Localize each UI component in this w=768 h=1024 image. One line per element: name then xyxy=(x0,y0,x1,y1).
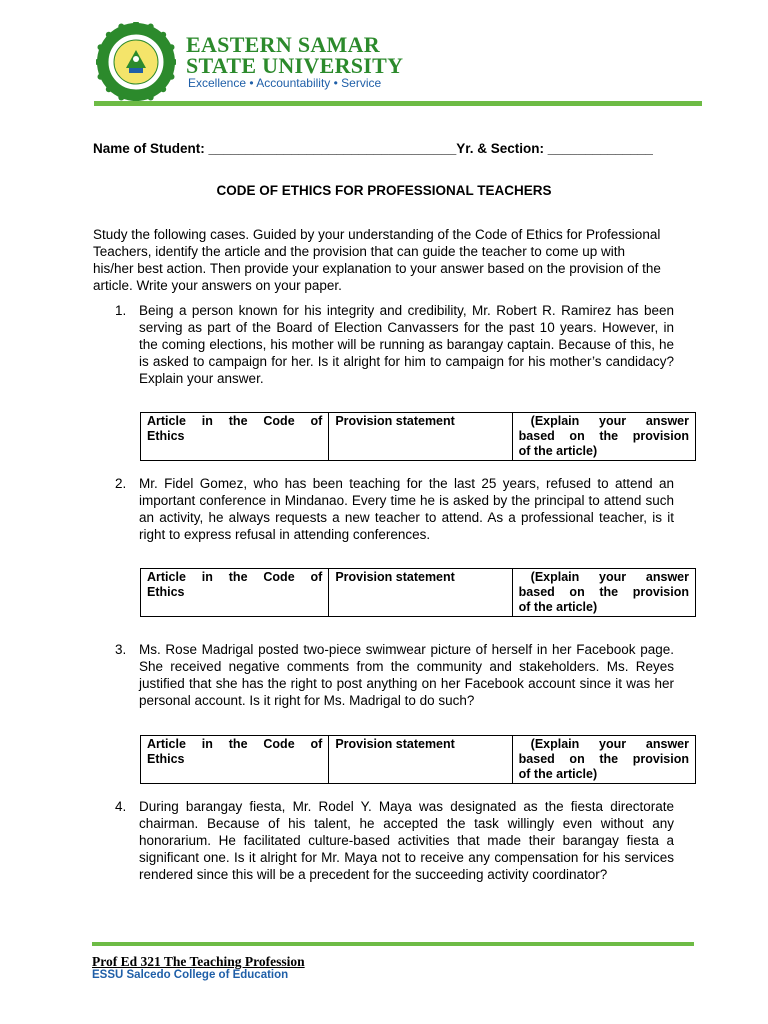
student-info-line: Name of Student: _________________________________Yr. & Section: ______________ xyxy=(93,141,653,156)
column-explanation: (Explain your answer based on the provision of the article) xyxy=(512,736,695,784)
university-name-line1: EASTERN SAMAR xyxy=(186,32,380,57)
document-title: CODE OF ETHICS FOR PROFESSIONAL TEACHERS xyxy=(216,183,552,198)
column-provision: Provision statement xyxy=(329,413,512,461)
column-explanation: (Explain your answer based on the provision of the article) xyxy=(512,413,695,461)
case-item xyxy=(93,475,674,543)
case-text: Mr. Fidel Gomez, who has been teaching for the last 25 years, refused to attend an important conference in Mindanao. Every time he is asked by the principal to attend such an activity, he always requests a new teacher to attend. As a professional teacher, is it right to express refusal in attending conferences. xyxy=(139,476,674,542)
case-number: 1. xyxy=(115,303,127,318)
case-text: Being a person known for his integrity and credibility, Mr. Robert R. Ramirez has been serving as part of the Board of Election Canvassers for the past 10 years. However, in the coming elections, his mother will be running as barangay captain. Because of this, he is asked to campaign for her. Is it alright for him to campaign for his mother’s candidacy? Explain your answer. xyxy=(139,303,674,386)
case-number: 4. xyxy=(115,799,127,814)
case-item xyxy=(93,302,674,387)
column-article: Article in the Code of Ethics xyxy=(141,569,329,617)
case-item xyxy=(93,641,674,709)
instructions-paragraph: Study the following cases. Guided by your understanding of the Code of Ethics for Professional Teachers, identify the article and the provision that can guide the teacher to come up with his/her best action. Then provide your explanation to your answer based on the provision of the article. Write your answers on your paper. xyxy=(93,227,661,293)
university-name xyxy=(186,34,403,76)
answer-table xyxy=(140,412,696,461)
footer-college-name: ESSU Salcedo College of Education xyxy=(92,969,289,981)
case-text: During barangay fiesta, Mr. Rodel Y. Maya was designated as the fiesta directorate chairman. Because of his talent, he accepted the task willingly even without any honorarium. He facilitated culture-based activities that made their barangay fiesta a significant one. Is it alright for Mr. Maya not to receive any compensation for his services rendered since this will be a precedent for the succeeding activity coordinator? xyxy=(139,799,674,882)
answer-table xyxy=(140,735,696,784)
university-seal-icon xyxy=(96,22,176,102)
column-provision: Provision statement xyxy=(329,736,512,784)
university-name-line2: STATE UNIVERSITY xyxy=(186,53,404,78)
footer-divider xyxy=(92,942,694,946)
case-text: Ms. Rose Madrigal posted two-piece swimwear picture of herself in her Facebook page. She received negative comments from the community and stakeholders. Ms. Reyes justified that she has the right to post anything on her Facebook account since it was her personal account. Is it right for Ms. Madrigal to do such? xyxy=(139,642,674,708)
case-number: 2. xyxy=(115,476,127,491)
answer-table xyxy=(140,568,696,617)
case-number: 3. xyxy=(115,642,127,657)
university-tagline: Excellence • Accountability • Service xyxy=(188,76,382,90)
column-explanation: (Explain your answer based on the provision of the article) xyxy=(512,569,695,617)
footer-course-title: Prof Ed 321 The Teaching Profession xyxy=(92,954,305,969)
column-provision: Provision statement xyxy=(329,569,512,617)
letterhead xyxy=(96,22,716,102)
header-divider xyxy=(94,101,702,106)
column-article: Article in the Code of Ethics xyxy=(141,736,329,784)
column-article: Article in the Code of Ethics xyxy=(141,413,329,461)
case-item xyxy=(93,798,674,883)
